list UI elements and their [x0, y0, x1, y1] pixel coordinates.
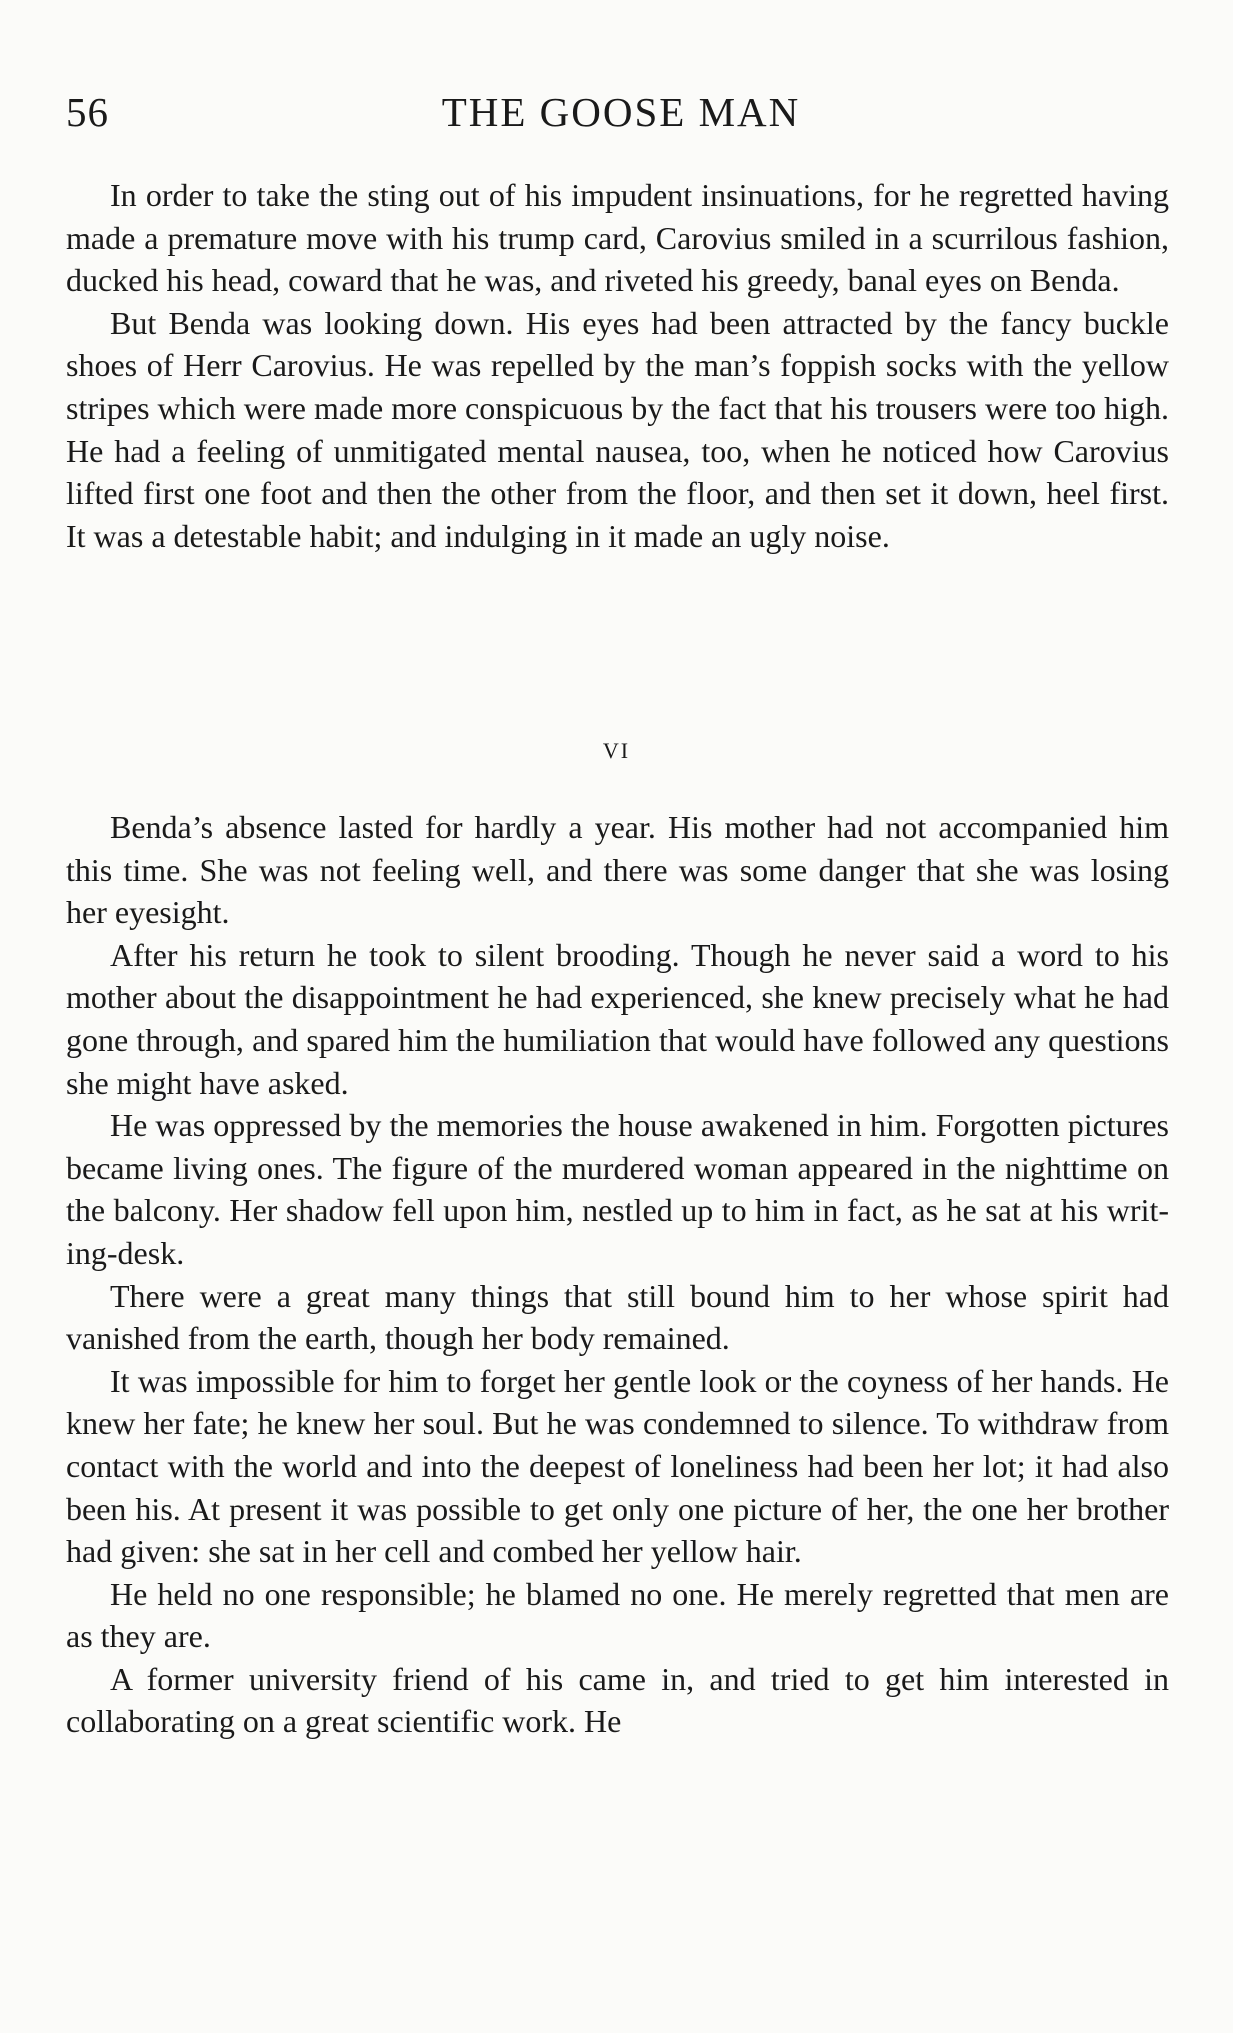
page-header: [66, 88, 1176, 148]
paragraph: Benda’s absence lasted for hardly a year. His mother had not accompanied him this time. She was not feeling well, and there was some danger that she was losing her eyesight.: [66, 809, 1169, 931]
paragraph: There were a great many things that still bound him to her whose spirit had vanished from the earth, though her body remained.: [66, 1277, 1169, 1357]
paragraph: It was impossible for him to forget her gentle look or the coyness of her hands. He knew her fate; he knew her soul. But he was condemned to silence. To withdraw from contact with the world and into the deepest of loneliness had been her lot; it had also been his. At present it was possible to get only one picture of her, the one her brother had given: she sat in her cell and combed her yellow hair.: [66, 1362, 1169, 1570]
section-vi-body: [66, 806, 1169, 1743]
section-number: VI: [602, 738, 631, 763]
section-continuation: [66, 174, 1169, 557]
paragraph: He was oppressed by the memories the house awakened in him. Forgotten pictures became living ones. The figure of the murdered woman appeared in the nighttime on the balcony. Her shadow fell upon him, nestled up to him in fact, as he sat at his writing-desk.: [66, 1107, 1169, 1271]
paragraph: In order to take the sting out of his impudent insinuations, for he regretted having made a premature move with his trump card, Carovius smiled in a scurrilous fashion, ducked his head, coward that he was, and riveted his greedy, banal eyes on Benda.: [66, 177, 1169, 299]
running-title: THE GOOSE MAN: [441, 89, 801, 135]
page-number: 56: [66, 89, 109, 135]
paragraph: He held no one responsible; he blamed no one. He merely regretted that men are as they are.: [66, 1575, 1169, 1655]
paragraph: After his return he took to silent brooding. Though he never said a word to his mother about the disappointment he had experienced, she knew precisely what he had gone through, and spared him the humiliation that would have followed any questions she might have asked.: [66, 936, 1169, 1101]
paragraph: A former university friend of his came in, and tried to get him interested in collaborating on a great scientific work. He: [66, 1660, 1169, 1740]
paragraph: But Benda was looking down. His eyes had been attracted by the fancy buckle shoes of Herr Carovius. He was repelled by the man’s foppish socks with the yellow stripes which were made more conspicuous by the fact that his trousers were too high. He had a feeling of unmitigated mental nausea, too, when he noticed how Carovius lifted first one foot and then the other from the floor, and then set it down, heel first. It was a detestable habit; and indulging in it made an ugly noise.: [66, 304, 1169, 554]
